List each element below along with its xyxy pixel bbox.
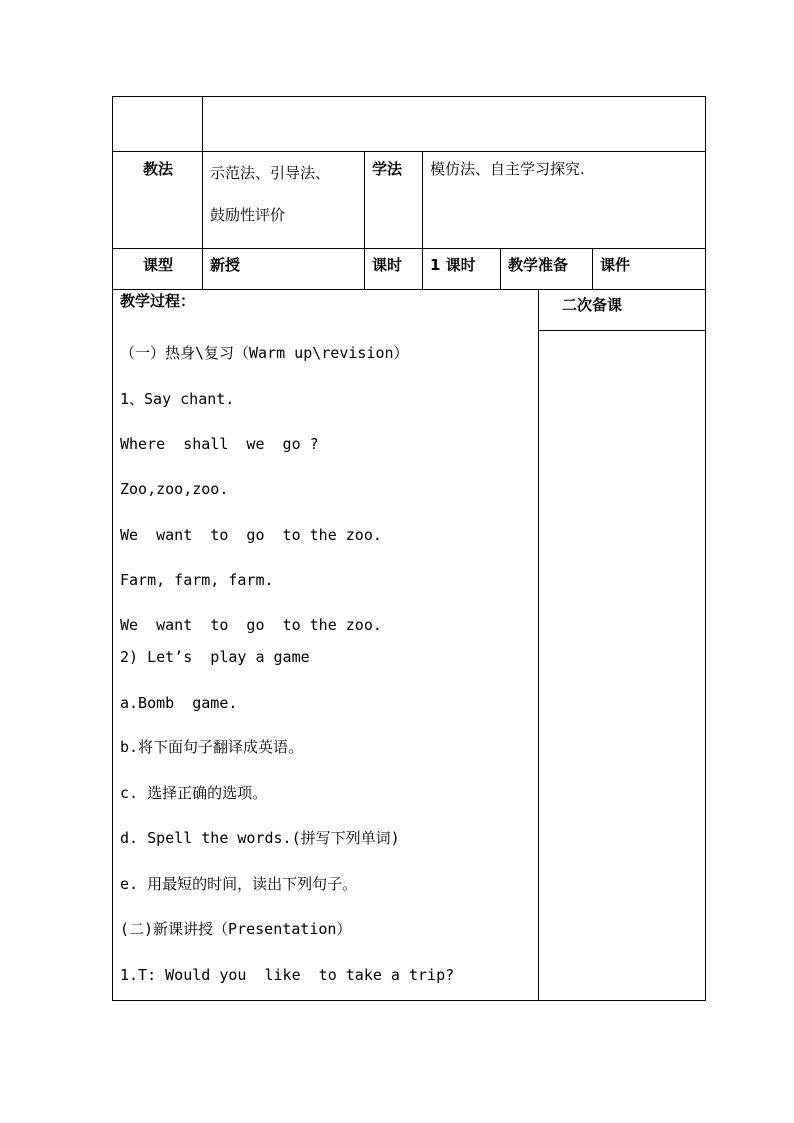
process-line: (二)新课讲授（Presentation） [120,920,352,938]
teaching-method-label: 教法 [143,160,174,178]
process-line: b.将下面句子翻译成英语。 [120,738,304,756]
column-divider [500,248,501,290]
process-line: 2) Let’s play a game [120,648,310,666]
teaching-prep-value: 课件 [600,256,631,274]
teaching-process-header: 教学过程： [120,292,196,310]
process-line: Zoo,zoo,zoo. [120,480,229,498]
learning-method-label: 学法 [372,160,403,178]
process-column-divider [538,289,539,1001]
column-divider [364,151,365,290]
table-border-left [112,96,113,1001]
table-border-right [705,96,706,1001]
process-line: 1.T: Would you like to take a trip? [120,966,455,984]
teaching-method-value: 示范法、引导法、 [210,164,331,182]
learning-method-value: 模仿法、自主学习探究. [430,160,585,178]
process-line: （一）热身\复习（Warm up\revision） [120,344,409,362]
lesson-type-label: 课型 [143,256,174,274]
class-hours-label: 课时 [372,256,403,274]
process-line: Where shall we go ? [120,435,319,453]
lesson-type-value: 新授 [210,256,241,274]
class-hours-value: 1 课时 [430,256,476,274]
process-line: c. 选择正确的选项。 [120,784,268,802]
teaching-prep-label: 教学准备 [508,256,569,274]
process-line: d. Spell the words.(拼写下列单词) [120,829,400,847]
table-border-bottom [112,1000,706,1001]
teaching-method-value-cont: 鼓励性评价 [210,206,286,224]
column-divider [422,151,423,290]
process-line: We want to go to the zoo. [120,526,382,544]
column-divider [202,96,203,290]
process-line: We want to go to the zoo. [120,616,382,634]
process-line: 1、Say chant. [120,390,235,408]
process-line: a.Bomb game. [120,694,238,712]
side-column-divider [538,330,706,331]
column-divider [592,248,593,290]
second-prep-header: 二次备课 [562,296,623,314]
process-line: Farm, farm, farm. [120,571,274,589]
process-line: e. 用最短的时间，读出下列句子。 [120,875,358,893]
